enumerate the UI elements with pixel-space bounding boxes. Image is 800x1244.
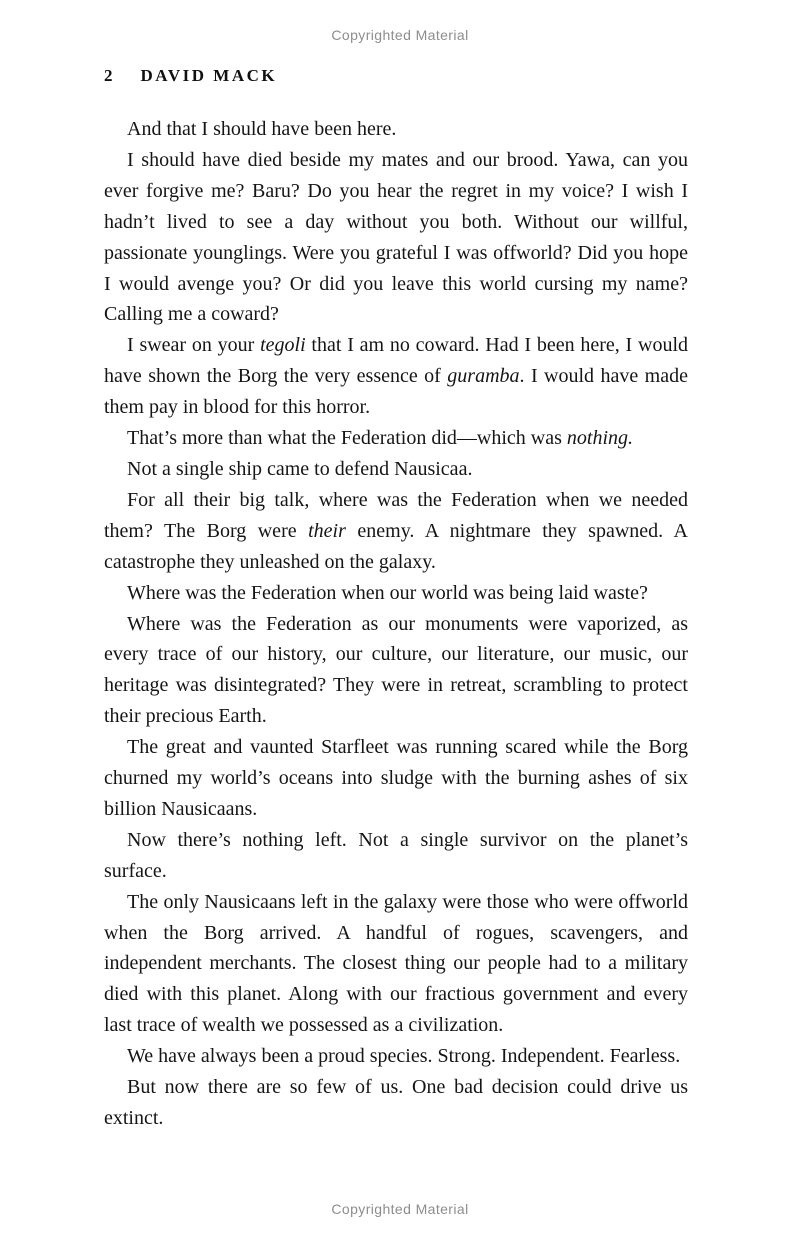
paragraph xyxy=(104,1041,688,1072)
text-run: The great and vaunted Starfleet was running scared while the Borg churned my world’s oceans into sludge with the burning ashes of six billion Nausicaans. xyxy=(104,736,688,820)
page-body xyxy=(104,114,688,1134)
text-run: I should have died beside my mates and our brood. Yawa, can you ever forgive me? Baru? Do you hear the regret in my voice? I wish I hadn’t lived to see a day without you both. Without our willful, passionate younglings. Were you grateful I was offworld? Did you hope I would avenge you? Or did you leave this world cursing my name? Calling me a coward? xyxy=(104,148,688,326)
copyright-notice-bottom: Copyrighted Material xyxy=(331,1201,469,1217)
text-run: But now there are so few of us. One bad decision could drive us extinct. xyxy=(104,1076,688,1129)
author-name: DAVID MACK xyxy=(140,66,278,85)
page-number: 2 xyxy=(104,66,113,85)
paragraph xyxy=(104,609,688,733)
text-run: For all their big talk, where was the Federation when we needed them? The Borg were xyxy=(104,488,688,542)
text-run: And that I should have been here. xyxy=(127,118,397,140)
text-run: That’s more than what the Federation did—which was xyxy=(127,427,567,450)
text-run: enemy. A nightmare they spawned. A catastrophe they unleashed on the galaxy. xyxy=(104,519,688,573)
italic-text-run: guramba xyxy=(447,365,520,388)
text-run: Not a single ship came to defend Nausicaa. xyxy=(127,457,473,480)
italic-text-run: their xyxy=(308,519,346,542)
paragraph xyxy=(104,423,688,454)
text-run: Now there’s nothing left. Not a single survivor on the planet’s surface. xyxy=(104,828,688,882)
page-header xyxy=(104,66,688,86)
paragraph xyxy=(104,887,688,1042)
text-run: . I would have made them pay in blood for this horror. xyxy=(104,365,688,419)
paragraph xyxy=(104,732,688,825)
paragraph xyxy=(104,578,688,609)
text-run: Where was the Federation as our monuments were vaporized, as every trace of our history, our culture, our literature, our music, our heritage was disintegrated? They were in retreat, scrambling to protect their precious Earth. xyxy=(104,612,688,728)
paragraph xyxy=(104,454,688,485)
italic-text-run: nothing. xyxy=(566,427,634,450)
text-run: We have always been a proud species. Strong. Independent. Fearless. xyxy=(127,1045,681,1068)
italic-text-run: tegoli xyxy=(260,334,306,357)
copyright-notice-top: Copyrighted Material xyxy=(331,27,469,43)
paragraph xyxy=(104,1072,688,1134)
text-run: Where was the Federation when our world was being laid waste? xyxy=(127,581,648,604)
paragraph xyxy=(104,485,688,578)
text-run: The only Nausicaans left in the galaxy were those who were offworld when the Borg arrived. A handful of rogues, scavengers, and independent merchants. The closest thing our people had to a military died with this planet. Along with our fractious government and every last trace of wealth we possessed as a civilization. xyxy=(104,890,688,1037)
text-run: that I am no coward. Had I been here, I would have shown the Borg the very essence of xyxy=(104,334,688,388)
paragraph xyxy=(104,145,688,330)
paragraph xyxy=(104,114,688,145)
paragraph xyxy=(104,825,688,887)
text-run: I swear on your xyxy=(127,334,261,357)
paragraph xyxy=(104,330,688,423)
